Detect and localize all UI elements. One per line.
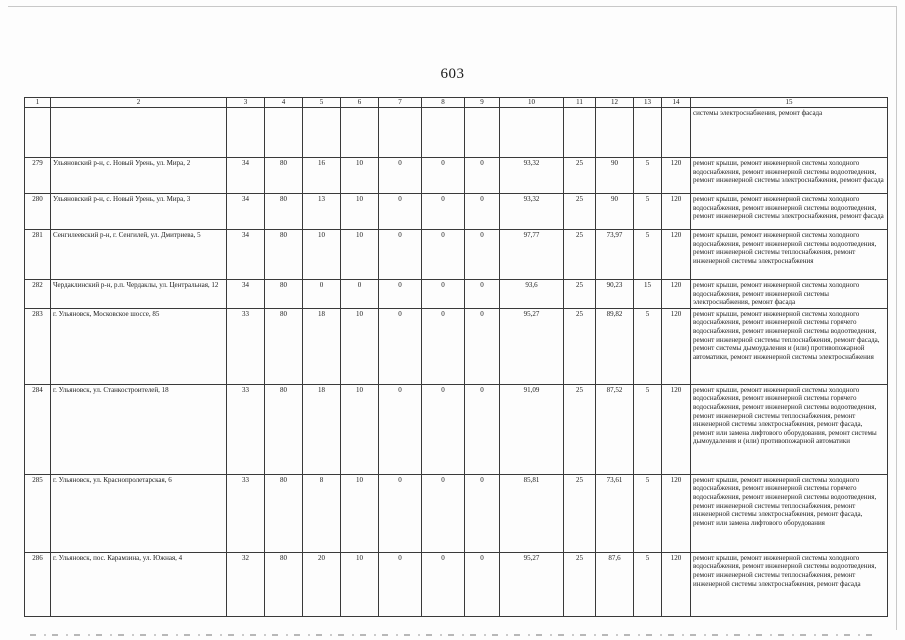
- column-header-13: 13: [634, 98, 662, 108]
- value-cell-c10: 93,32: [500, 194, 564, 230]
- value-cell-c7: 0: [379, 384, 422, 474]
- work-list-cell: ремонт крыши, ремонт инженерной системы холодного водоснабжения, ремонт инженерной системы водоотведения, ремонт инженерной системы теплоснабжения, ремонт инженерной системы электроснабжения: [691, 230, 888, 280]
- value-cell-c5: 18: [303, 384, 341, 474]
- value-cell-c5: 20: [303, 552, 341, 616]
- value-cell-c8: 0: [422, 474, 465, 552]
- work-list-cell: ремонт крыши, ремонт инженерной системы холодного водоснабжения, ремонт инженерной системы электроснабжения, ремонт фасада: [691, 280, 888, 309]
- work-list-cell: ремонт крыши, ремонт инженерной системы холодного водоснабжения, ремонт инженерной системы горячего водоснабжения, ремонт инженерной системы водоотведения, ремонт инженерной системы теплоснабжения, ремонт инженерной системы электроснабжения, ремонт фасада, ремонт или замена лифтового оборудования, ремонт системы дымоудаления и (или) противопожарной автоматики: [691, 384, 888, 474]
- value-cell-c7: 0: [379, 308, 422, 384]
- value-cell-c11: 25: [564, 474, 596, 552]
- work-list-cell: ремонт крыши, ремонт инженерной системы холодного водоснабжения, ремонт инженерной системы водоотведения, ремонт инженерной системы электроснабжения, ремонт фасада: [691, 158, 888, 194]
- value-cell-c9: 0: [465, 308, 500, 384]
- column-header-5: 5: [303, 98, 341, 108]
- value-cell-c13: 5: [634, 158, 662, 194]
- value-cell-c12: 90,23: [596, 280, 634, 309]
- value-cell-c7: 0: [379, 474, 422, 552]
- value-cell-c5: 16: [303, 158, 341, 194]
- value-cell-c12: 89,82: [596, 308, 634, 384]
- column-header-10: 10: [500, 98, 564, 108]
- column-header-2: 2: [51, 98, 227, 108]
- value-cell-c10: 95,27: [500, 308, 564, 384]
- column-header-3: 3: [227, 98, 265, 108]
- value-cell-c4: 80: [265, 474, 303, 552]
- row-number-cell: 280: [25, 194, 51, 230]
- table-row: [25, 474, 888, 552]
- cell: [265, 108, 303, 158]
- value-cell-c3: 34: [227, 230, 265, 280]
- value-cell-c4: 80: [265, 230, 303, 280]
- value-cell-c5: 18: [303, 308, 341, 384]
- work-list-cell: ремонт крыши, ремонт инженерной системы холодного водоснабжения, ремонт инженерной системы водоотведения, ремонт инженерной системы теплоснабжения, ремонт инженерной системы электроснабжения, ремонт фасада: [691, 552, 888, 616]
- value-cell-c9: 0: [465, 384, 500, 474]
- cell: [303, 108, 341, 158]
- value-cell-c4: 80: [265, 384, 303, 474]
- value-cell-c14: 120: [662, 552, 691, 616]
- value-cell-c12: 87,6: [596, 552, 634, 616]
- value-cell-c6: 10: [341, 474, 379, 552]
- value-cell-c14: 120: [662, 280, 691, 309]
- value-cell-c6: 10: [341, 384, 379, 474]
- value-cell-c4: 80: [265, 308, 303, 384]
- value-cell-c4: 80: [265, 194, 303, 230]
- cell: [25, 108, 51, 158]
- value-cell-c13: 5: [634, 552, 662, 616]
- column-header-8: 8: [422, 98, 465, 108]
- table-row: [25, 194, 888, 230]
- page-number: 603: [440, 66, 465, 82]
- table-row: [25, 158, 888, 194]
- value-cell-c5: 8: [303, 474, 341, 552]
- page-top-border: [8, 6, 897, 7]
- value-cell-c6: 10: [341, 158, 379, 194]
- column-header-4: 4: [265, 98, 303, 108]
- value-cell-c12: 90: [596, 158, 634, 194]
- value-cell-c9: 0: [465, 280, 500, 309]
- table-body: [25, 108, 888, 617]
- table-header: [25, 98, 888, 108]
- value-cell-c13: 15: [634, 280, 662, 309]
- value-cell-c9: 0: [465, 230, 500, 280]
- address-cell: Чердаклинский р-н, р.п. Чердаклы, ул. Центральная, 12: [51, 280, 227, 309]
- continuation-row: [25, 108, 888, 158]
- column-header-15: 15: [691, 98, 888, 108]
- value-cell-c8: 0: [422, 308, 465, 384]
- cell: [500, 108, 564, 158]
- value-cell-c3: 33: [227, 308, 265, 384]
- value-cell-c9: 0: [465, 552, 500, 616]
- value-cell-c10: 93,6: [500, 280, 564, 309]
- cell: [227, 108, 265, 158]
- value-cell-c11: 25: [564, 230, 596, 280]
- column-header-12: 12: [596, 98, 634, 108]
- value-cell-c8: 0: [422, 552, 465, 616]
- value-cell-c13: 5: [634, 384, 662, 474]
- value-cell-c3: 32: [227, 552, 265, 616]
- value-cell-c10: 93,32: [500, 158, 564, 194]
- value-cell-c14: 120: [662, 474, 691, 552]
- address-cell: г. Ульяновск, ул. Станкостроителей, 18: [51, 384, 227, 474]
- row-number-cell: 286: [25, 552, 51, 616]
- address-cell: г. Ульяновск, ул. Краснопролетарская, 6: [51, 474, 227, 552]
- cell: [379, 108, 422, 158]
- value-cell-c8: 0: [422, 194, 465, 230]
- column-header-14: 14: [662, 98, 691, 108]
- cell: [51, 108, 227, 158]
- value-cell-c5: 0: [303, 280, 341, 309]
- address-cell: Ульяновский р-н, с. Новый Урень, ул. Мира, 3: [51, 194, 227, 230]
- value-cell-c5: 10: [303, 230, 341, 280]
- address-cell: Сенгилеевский р-н, г. Сенгилей, ул. Дмитриева, 5: [51, 230, 227, 280]
- row-number-cell: 285: [25, 474, 51, 552]
- value-cell-c4: 80: [265, 280, 303, 309]
- value-cell-c8: 0: [422, 230, 465, 280]
- value-cell-c5: 13: [303, 194, 341, 230]
- value-cell-c12: 90: [596, 194, 634, 230]
- value-cell-c13: 5: [634, 474, 662, 552]
- column-header-1: 1: [25, 98, 51, 108]
- value-cell-c13: 5: [634, 194, 662, 230]
- row-number-cell: 281: [25, 230, 51, 280]
- table-row: [25, 308, 888, 384]
- table-row: [25, 280, 888, 309]
- work-list-cell: ремонт крыши, ремонт инженерной системы холодного водоснабжения, ремонт инженерной системы горячего водоснабжения, ремонт инженерной системы водоотведения, ремонт инженерной системы теплоснабжения, ремонт инженерной системы электроснабжения, ремонт фасада, ремонт или замена лифтового оборудования: [691, 474, 888, 552]
- value-cell-c10: 97,77: [500, 230, 564, 280]
- value-cell-c13: 5: [634, 230, 662, 280]
- value-cell-c10: 95,27: [500, 552, 564, 616]
- value-cell-c14: 120: [662, 230, 691, 280]
- cell: [634, 108, 662, 158]
- row-number-cell: 283: [25, 308, 51, 384]
- column-header-9: 9: [465, 98, 500, 108]
- row-number-cell: 279: [25, 158, 51, 194]
- value-cell-c8: 0: [422, 384, 465, 474]
- value-cell-c12: 73,97: [596, 230, 634, 280]
- work-list-cell: ремонт крыши, ремонт инженерной системы холодного водоснабжения, ремонт инженерной системы водоотведения, ремонт инженерной системы электроснабжения, ремонт фасада: [691, 194, 888, 230]
- table-row: [25, 384, 888, 474]
- cell: [662, 108, 691, 158]
- header-row: [25, 98, 888, 108]
- table-row: [25, 552, 888, 616]
- value-cell-c11: 25: [564, 158, 596, 194]
- address-cell: Ульяновский р-н, с. Новый Урень, ул. Мира, 2: [51, 158, 227, 194]
- value-cell-c11: 25: [564, 194, 596, 230]
- value-cell-c8: 0: [422, 158, 465, 194]
- value-cell-c14: 120: [662, 194, 691, 230]
- value-cell-c7: 0: [379, 158, 422, 194]
- value-cell-c11: 25: [564, 552, 596, 616]
- value-cell-c7: 0: [379, 194, 422, 230]
- value-cell-c7: 0: [379, 230, 422, 280]
- value-cell-c14: 120: [662, 384, 691, 474]
- value-cell-c9: 0: [465, 158, 500, 194]
- table-row: [25, 230, 888, 280]
- value-cell-c7: 0: [379, 552, 422, 616]
- value-cell-c11: 25: [564, 308, 596, 384]
- scan-artifact-line: [30, 634, 875, 636]
- cell: [564, 108, 596, 158]
- value-cell-c3: 34: [227, 158, 265, 194]
- cell: [596, 108, 634, 158]
- address-cell: г. Ульяновск, пос. Карамзина, ул. Южная, 4: [51, 552, 227, 616]
- value-cell-c3: 34: [227, 194, 265, 230]
- column-header-11: 11: [564, 98, 596, 108]
- value-cell-c9: 0: [465, 474, 500, 552]
- row-number-cell: 282: [25, 280, 51, 309]
- value-cell-c11: 25: [564, 384, 596, 474]
- address-cell: г. Ульяновск, Московское шоссе, 85: [51, 308, 227, 384]
- value-cell-c6: 10: [341, 194, 379, 230]
- repair-program-table: [24, 97, 888, 617]
- value-cell-c3: 33: [227, 474, 265, 552]
- value-cell-c12: 73,61: [596, 474, 634, 552]
- value-cell-c8: 0: [422, 280, 465, 309]
- value-cell-c14: 120: [662, 158, 691, 194]
- value-cell-c6: 10: [341, 230, 379, 280]
- value-cell-c7: 0: [379, 280, 422, 309]
- value-cell-c6: 0: [341, 280, 379, 309]
- value-cell-c10: 85,81: [500, 474, 564, 552]
- work-list-cell: ремонт крыши, ремонт инженерной системы холодного водоснабжения, ремонт инженерной системы горячего водоснабжения, ремонт инженерной системы водоотведения, ремонт инженерной системы теплоснабжения, ремонт фасада, ремонт системы дымоудаления и (или) противопожарной автоматики, ремонт инженерной системы электроснабжения: [691, 308, 888, 384]
- cell: [465, 108, 500, 158]
- value-cell-c11: 25: [564, 280, 596, 309]
- value-cell-c3: 33: [227, 384, 265, 474]
- value-cell-c6: 10: [341, 308, 379, 384]
- value-cell-c4: 80: [265, 158, 303, 194]
- cell: [341, 108, 379, 158]
- value-cell-c12: 87,52: [596, 384, 634, 474]
- column-header-6: 6: [341, 98, 379, 108]
- value-cell-c4: 80: [265, 552, 303, 616]
- page-right-border: [896, 6, 897, 630]
- value-cell-c14: 120: [662, 308, 691, 384]
- value-cell-c3: 34: [227, 280, 265, 309]
- value-cell-c9: 0: [465, 194, 500, 230]
- work-list-cell: системы электроснабжения, ремонт фасада: [691, 108, 888, 158]
- value-cell-c6: 10: [341, 552, 379, 616]
- column-header-7: 7: [379, 98, 422, 108]
- row-number-cell: 284: [25, 384, 51, 474]
- cell: [422, 108, 465, 158]
- value-cell-c13: 5: [634, 308, 662, 384]
- value-cell-c10: 91,09: [500, 384, 564, 474]
